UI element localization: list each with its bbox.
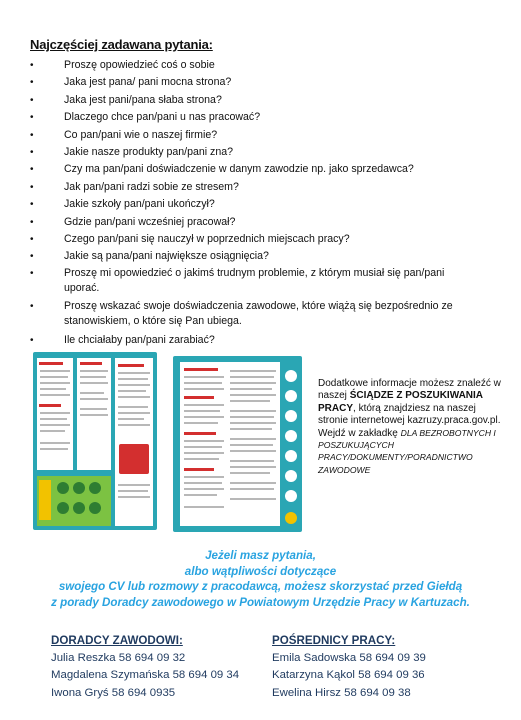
callout-line: albo wątpliwości dotyczące [184,564,337,578]
callout-line: swojego CV lub rozmowy z pracodawcą, możesz skorzystać przed Giełdą [58,580,463,594]
question-item: • Dlaczego chce pan/pani u nas pracować? [30,109,480,126]
callout-line: Jeżeli masz pytania, [205,549,316,562]
advisor-contact: Julia Reszka 58 694 09 32 [51,651,186,664]
question-item: • Jakie szkoły pan/pani ukończył? [30,196,480,213]
info-text: Dodatkowe informacje możesz znaleźć w naszej [318,378,501,402]
question-item: • Jak pan/pani radzi sobie ze stresem? [30,179,480,196]
info-text: , którą znajdziesz na naszej stronie internetowej kazruzy.praca.gov.pl. Wejdź w zakładkę [318,402,501,439]
intermediary-contact: Ewelina Hirsz 58 694 09 38 [272,686,411,699]
advisors-title: DORADCY ZAWODOWI: [51,634,183,647]
question-item: • Jaka jest pana/ pani mocna strona? [30,74,480,91]
question-item: • Czy ma pan/pani doświadczenie w danym zawodzie np. jako sprzedawca? [30,161,480,178]
question-item: • Jakie są pana/pani największe osiągnięcia? [30,248,480,265]
page-heading: Najczęściej zadawana pytania: [30,37,213,52]
advice-callout [0,548,521,610]
question-item: • Jakie nasze produkty pan/pani zna? [30,144,480,161]
question-item: • Ile chciałaby pan/pani zarabiać? [30,332,480,349]
questions-list [30,57,480,349]
question-item: • Co pan/pani wie o naszej firmie? [30,127,480,144]
intermediaries-title: POŚREDNICY PRACY: [272,634,396,647]
callout-line: z porady Doradcy zawodowego w Powiatowym Urzędzie Pracy w Kartuzach. [51,595,470,609]
brochure-thumbnail-back [173,356,302,532]
advisors-block [51,632,239,702]
additional-info-text [318,378,508,477]
question-item: • Gdzie pan/pani wcześniej pracował? [30,214,480,231]
intermediaries-block [272,632,426,702]
question-item: • Proszę opowiedzieć coś o sobie [30,57,480,74]
advisor-contact: Iwona Gryś 58 694 0935 [51,686,176,699]
info-italic-path: DLA BEZROBOTNYCH I POSZUKUJĄCYCH PRACY/DOKUMENTY/PORADNICTWO ZAWODOWE [318,427,496,475]
info-bold-text: ŚCIĄDZE Z POSZUKIWANIA PRACY [318,390,483,414]
question-item: • Proszę mi opowiedzieć o jakimś trudnym problemie, z którym musiał się pan/pani uporać. [30,266,480,297]
brochure-thumbnail-front [33,352,157,530]
intermediary-contact: Emila Sadowska 58 694 09 39 [272,651,426,664]
question-item: • Jaka jest pani/pana słaba strona? [30,92,480,109]
question-item: • Proszę wskazać swoje doświadczenia zawodowe, które wiążą się bezpośrednio ze stanowiskiem, o które się Pan ubiega. [30,299,480,330]
question-item: • Czego pan/pani się nauczył w poprzednich miejscach pracy? [30,231,480,248]
intermediary-contact: Katarzyna Kąkol 58 694 09 36 [272,669,425,681]
advisor-contact: Magdalena Szymańska 58 694 09 34 [51,669,240,681]
